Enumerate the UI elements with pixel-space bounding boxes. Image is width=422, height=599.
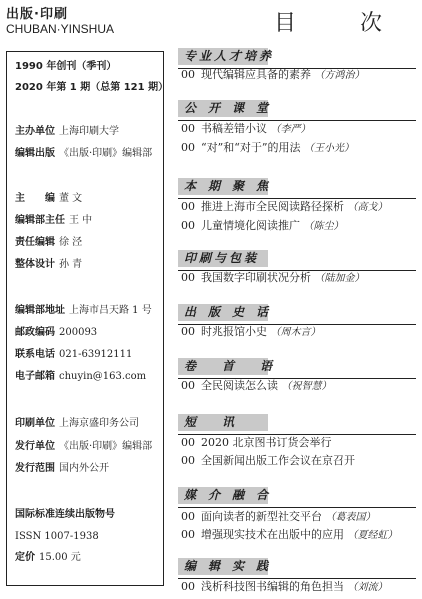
info-row-editor: 责任编辑 徐 泾: [15, 237, 83, 248]
info-row-distributor: 发行单位 《出版·印刷》编辑部: [15, 441, 153, 452]
info-row-publisher: 编辑出版 《出版·印刷》编辑部: [15, 148, 153, 159]
section-header: 公开课堂: [178, 100, 268, 117]
toc-entry[interactable]: 00 增强现实技术在出版中的应用 （夏经虹）: [181, 528, 398, 541]
section-header: 本期聚焦: [178, 178, 268, 195]
toc-entry[interactable]: 00 时兆报馆小史 （周木言）: [181, 325, 321, 338]
issue-line: 2020 年第 1 期（总第 121 期）: [15, 82, 169, 93]
toc-entry[interactable]: 00 浅析科技图书编辑的角色担当 （刘流）: [181, 580, 388, 593]
info-row-chief-editor: 主 编 董 文: [15, 193, 83, 204]
issn-label: 国际标准连续出版物号: [15, 509, 115, 520]
info-row-sponsor: 主办单位 上海印刷大学: [15, 126, 119, 137]
masthead-pinyin: CHUBAN·YINSHUA: [6, 22, 115, 36]
info-row-designer: 整体设计 孙 青: [15, 259, 83, 270]
info-row-distribution-range: 发行范围 国内外公开: [15, 463, 109, 474]
section-header: 印刷与包装: [178, 250, 268, 267]
section-header: 编辑实践: [178, 558, 268, 575]
info-row-postcode: 邮政编码 200093: [15, 327, 98, 338]
toc-entry[interactable]: 00 儿童情境化阅读推广 （陈尘）: [181, 219, 344, 232]
section-header: 专业人才培养: [178, 48, 268, 65]
info-row-email: 电子邮箱 chuyin@163.com: [15, 371, 147, 382]
toc-entry[interactable]: 00 全国新闻出版工作会议在京召开: [181, 454, 355, 467]
toc-entry[interactable]: 00 2020 北京图书订货会举行: [181, 436, 332, 449]
toc-entry[interactable]: 00 全民阅读怎么读 （祝智慧）: [181, 379, 332, 392]
toc-heading-char: 目: [274, 11, 299, 36]
toc-entry[interactable]: 00 我国数字印刷状况分析 （陆加金）: [181, 271, 365, 284]
info-row-dept-director: 编辑部主任 王 中: [15, 215, 93, 226]
toc-heading-char: 次: [360, 11, 385, 36]
section-header: 出版史话: [178, 304, 268, 321]
info-row-address: 编辑部地址 上海市吕天路 1 号: [15, 305, 152, 316]
toc-entry[interactable]: 00 推进上海市全民阅读路径探析 （高戈）: [181, 200, 388, 213]
toc-entry[interactable]: 00 面向读者的新型社交平台 （葛表国）: [181, 510, 376, 523]
publication-info-box: [6, 51, 169, 586]
toc-entry[interactable]: 00 书稿差错小议 （李严）: [181, 122, 311, 135]
founded-line: 1990 年创刊（季刊）: [15, 61, 117, 72]
masthead-title: 出版·印刷: [6, 7, 68, 22]
section-header: 卷首语: [178, 358, 268, 375]
section-header: 短讯: [178, 414, 268, 431]
info-row-printer: 印刷单位 上海京盛印务公司: [15, 418, 139, 429]
price-line: 定价 15.00 元: [15, 552, 81, 563]
toc-entry[interactable]: 00 “对”和“对于”的用法 （王小光）: [181, 141, 354, 154]
issn-value: ISSN 1007-1938: [15, 531, 99, 542]
toc-heading: [274, 6, 384, 37]
section-header: 媒介融合: [178, 487, 268, 504]
info-row-phone: 联系电话 021-63912111: [15, 349, 133, 360]
toc-entry[interactable]: 00 现代编辑应具备的素养 （方鸿治）: [181, 68, 365, 81]
